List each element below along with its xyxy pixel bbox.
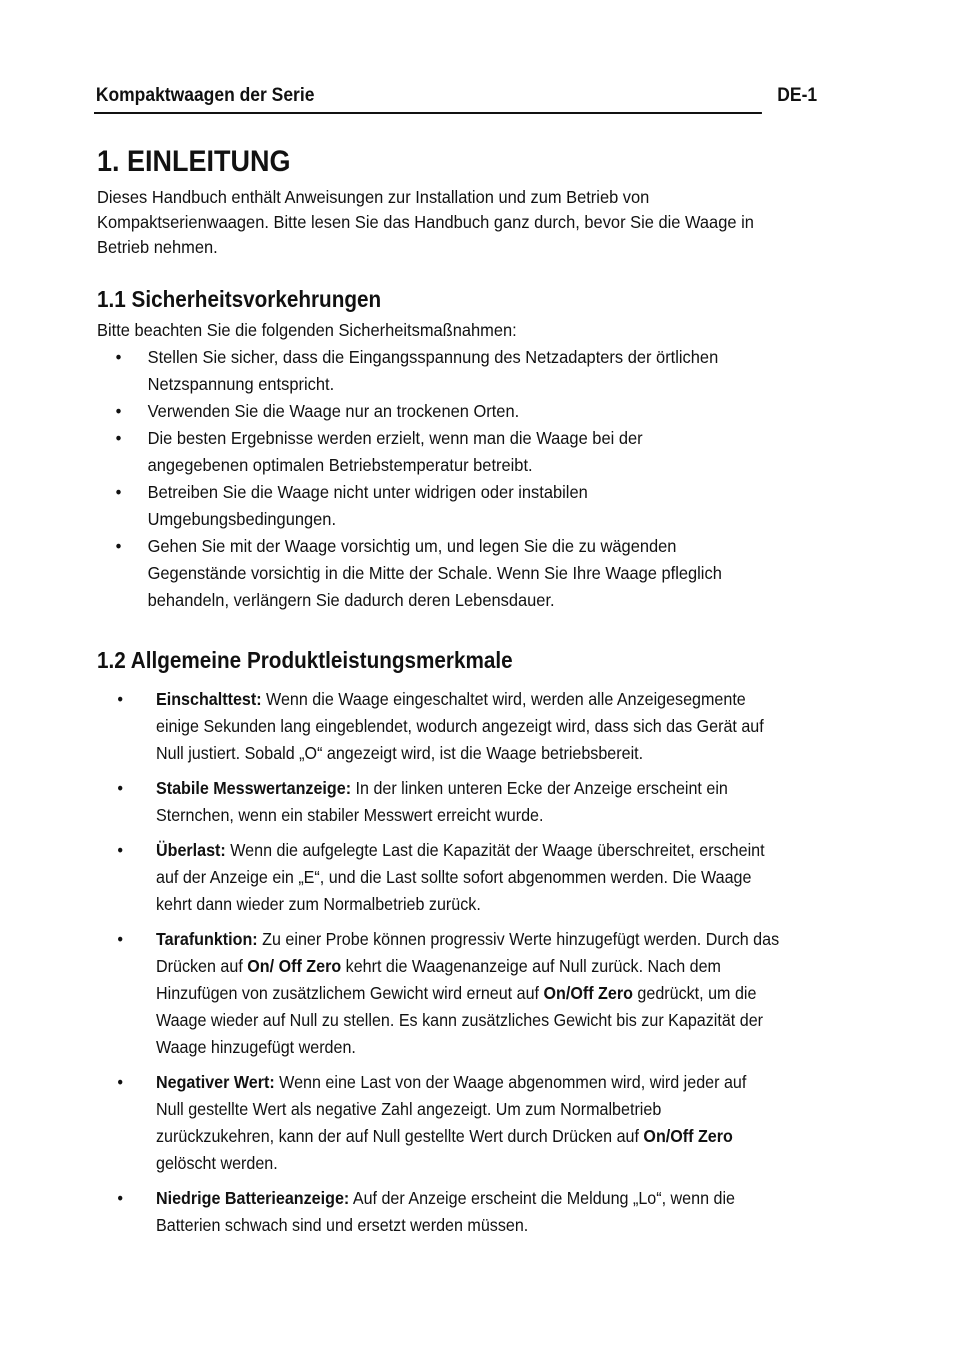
section-heading-safety: 1.1 Sicherheitsvorkehrungen: [97, 286, 382, 312]
intro-line: Betrieb nehmen.: [97, 237, 218, 257]
bullet-icon: •: [115, 347, 122, 367]
button-name: On/ Off Zero: [247, 956, 342, 976]
list-item: • Tarafunktion: Zu einer Probe können progressiv Werte hinzugefügt werden. Durch das Drücken auf On/ Off Zero kehrt die Waagenanzeige auf Null zurück. Nach dem Hinzufügen von zusätzlichem Gewicht wird erneut auf On/Off Zero gedrückt, um die Waage wieder auf Null zu stellen. Es kann zusätzliches Gewicht bis zur Kapazität der Waage hinzugefügt werden.: [110, 926, 837, 1061]
button-name: On/Off Zero: [543, 983, 633, 1003]
list-item: • Niedrige Batterieanzeige: Auf der Anzeige erscheint die Meldung „Lo“, wenn die Batterien schwach sind und ersetzt werden müssen.: [110, 1185, 837, 1239]
feature-label: Einschalttest:: [156, 689, 262, 709]
safety-intro: Bitte beachten Sie die folgenden Sicherheitsmaßnahmen:: [97, 320, 517, 340]
list-item: • Überlast: Wenn die aufgelegte Last die Kapazität der Waage überschreitet, erscheint auf der Anzeige ein „E“, und die Last sollte sofort abgenommen werden. Die Waage kehrt dann wieder zum Normalbetrieb zurück.: [110, 837, 837, 918]
feature-label: Negativer Wert:: [156, 1072, 275, 1092]
bullet-icon: •: [117, 689, 124, 709]
page-number: DE-1: [777, 85, 818, 106]
bullet-icon: •: [117, 1188, 124, 1208]
bullet-icon: •: [117, 929, 124, 949]
header-title: Kompaktwaagen der Serie: [95, 85, 315, 106]
bullet-icon: •: [115, 482, 122, 502]
features-list: [110, 686, 900, 1239]
section-heading-features: 1.2 Allgemeine Produktleistungsmerkmale: [97, 647, 513, 673]
list-item: • Verwenden Sie die Waage nur an trockenen Orten.: [110, 398, 787, 425]
list-item: • Einschalttest: Wenn die Waage eingeschaltet wird, werden alle Anzeigesegmente einige Sekunden lang eingeblendet, wodurch angezeigt wird, dass sich das Gerät auf Null justiert. Sobald „O“ angezeigt wird, ist die Waage betriebsbereit.: [110, 686, 837, 767]
bullet-icon: •: [117, 1072, 124, 1092]
list-item: • Stellen Sie sicher, dass die Eingangsspannung des Netzadapters der örtlichen Netzspannung entspricht.: [110, 344, 787, 398]
button-name: On/Off Zero: [643, 1126, 733, 1146]
bullet-icon: •: [115, 536, 122, 556]
page-header: [94, 84, 818, 114]
intro-line: Kompaktserienwaagen. Bitte lesen Sie das Handbuch ganz durch, bevor Sie die Waage in: [97, 212, 754, 232]
list-item: • Negativer Wert: Wenn eine Last von der Waage abgenommen wird, wird jeder auf Null gestellte Wert als negative Zahl angezeigt. Um zum Normalbetrieb zurückzukehren, kann der auf Null gestellte Wert durch Drücken auf On/Off Zero gelöscht werden.: [110, 1069, 837, 1177]
feature-label: Tarafunktion:: [156, 929, 258, 949]
list-item: • Die besten Ergebnisse werden erzielt, wenn man die Waage bei der angegebenen optimalen Betriebstemperatur betreibt.: [110, 425, 787, 479]
intro-line: Dieses Handbuch enthält Anweisungen zur Installation und zum Betrieb von: [97, 187, 650, 207]
list-item: • Gehen Sie mit der Waage vorsichtig um, und legen Sie die zu wägenden Gegenstände vorsichtig in die Mitte der Schale. Wenn Sie Ihre Waage pfleglich behandeln, verlängern Sie dadurch deren Lebensdauer.: [110, 533, 787, 614]
section-heading-einleitung: 1. EINLEITUNG: [97, 145, 291, 178]
list-item: • Betreiben Sie die Waage nicht unter widrigen oder instabilen Umgebungsbedingungen.: [110, 479, 787, 533]
bullet-icon: •: [115, 401, 122, 421]
list-item: • Stabile Messwertanzeige: In der linken unteren Ecke der Anzeige erscheint ein Sternchen, wenn ein stabiler Messwert erreicht wurde.: [110, 775, 837, 829]
intro-paragraph: [97, 185, 811, 260]
bullet-icon: •: [117, 778, 124, 798]
feature-label: Überlast:: [156, 840, 226, 860]
feature-label: Stabile Messwertanzeige:: [156, 778, 352, 798]
bullet-icon: •: [117, 840, 124, 860]
bullet-icon: •: [115, 428, 122, 448]
feature-label: Niedrige Batterieanzeige:: [156, 1188, 350, 1208]
safety-list: [110, 344, 830, 614]
